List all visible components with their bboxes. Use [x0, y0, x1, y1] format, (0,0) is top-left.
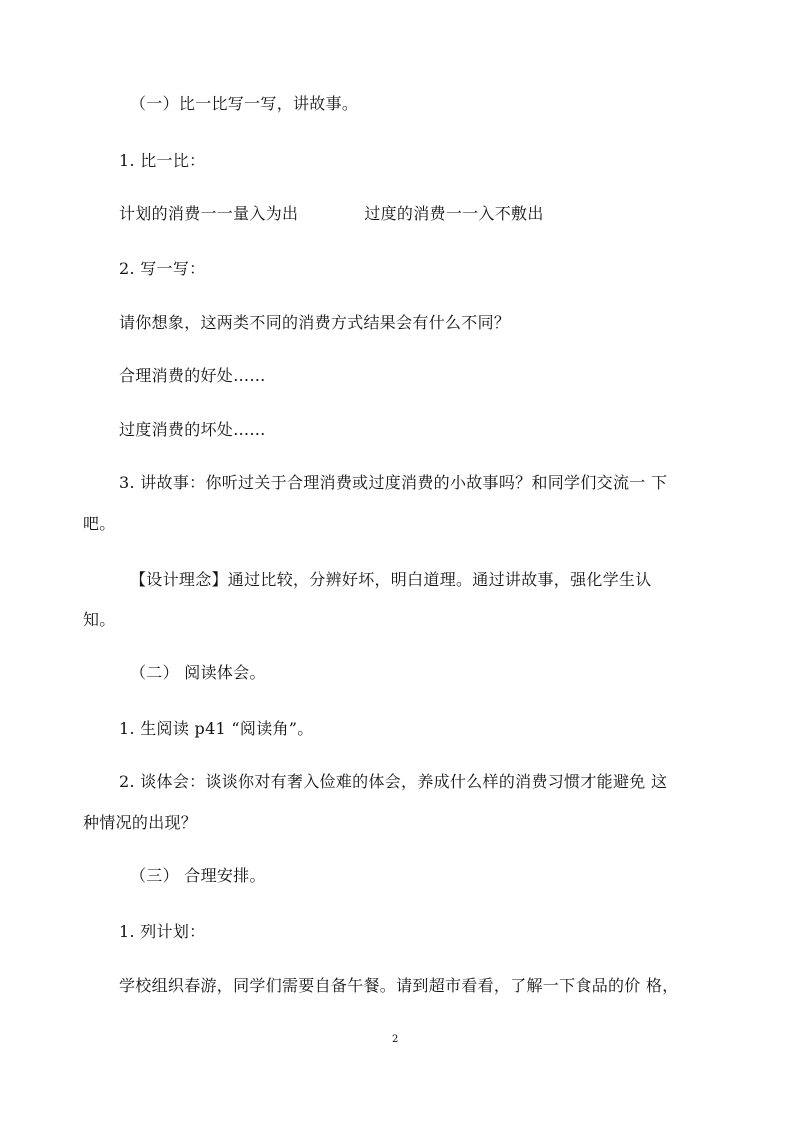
section-heading-2: （二） 阅读体会。 — [130, 663, 266, 682]
item-compare-heading: 1. 比一比： — [119, 151, 206, 170]
benefit-line: 合理消费的好处…… — [119, 366, 266, 385]
excessive-consumption: 过度的消费一一入不敷出 — [364, 204, 544, 223]
imagine-question: 请你想象，这两类不同的消费方式结果会有什么不同？ — [119, 313, 511, 332]
harm-line: 过度消费的坏处…… — [119, 420, 266, 439]
discussion-item: 2. 谈体会：谈谈你对有奢入俭难的体会，养成什么样的消费习惯才能避免 这 — [119, 772, 668, 791]
story-item-continued: 吧。 — [83, 514, 116, 533]
section-heading-3: （三） 合理安排。 — [130, 866, 266, 885]
compare-row — [119, 204, 544, 224]
spring-outing-text: 学校组织春游，同学们需要自备午餐。请到超市看看，了解一下食品的价 格， — [119, 976, 679, 995]
item-write-heading: 2. 写一写： — [119, 259, 206, 278]
page-number: 2 — [392, 1034, 399, 1045]
discussion-item-continued: 种情况的出现？ — [83, 813, 198, 832]
design-concept-continued: 知。 — [83, 610, 116, 629]
planned-consumption: 计划的消费一一量入为出 — [119, 204, 299, 223]
story-item: 3. 讲故事：你听过关于合理消费或过度消费的小故事吗？和同学们交流一 下 — [119, 473, 668, 492]
design-concept: 【设计理念】通过比较，分辨好坏，明白道理。通过讲故事，强化学生认 — [130, 570, 652, 589]
section-heading-1: （一）比一比写一写，讲故事。 — [130, 94, 359, 113]
plan-item: 1. 列计划： — [119, 922, 206, 941]
reading-item: 1. 生阅读 p41 “阅读角”。 — [119, 719, 314, 738]
